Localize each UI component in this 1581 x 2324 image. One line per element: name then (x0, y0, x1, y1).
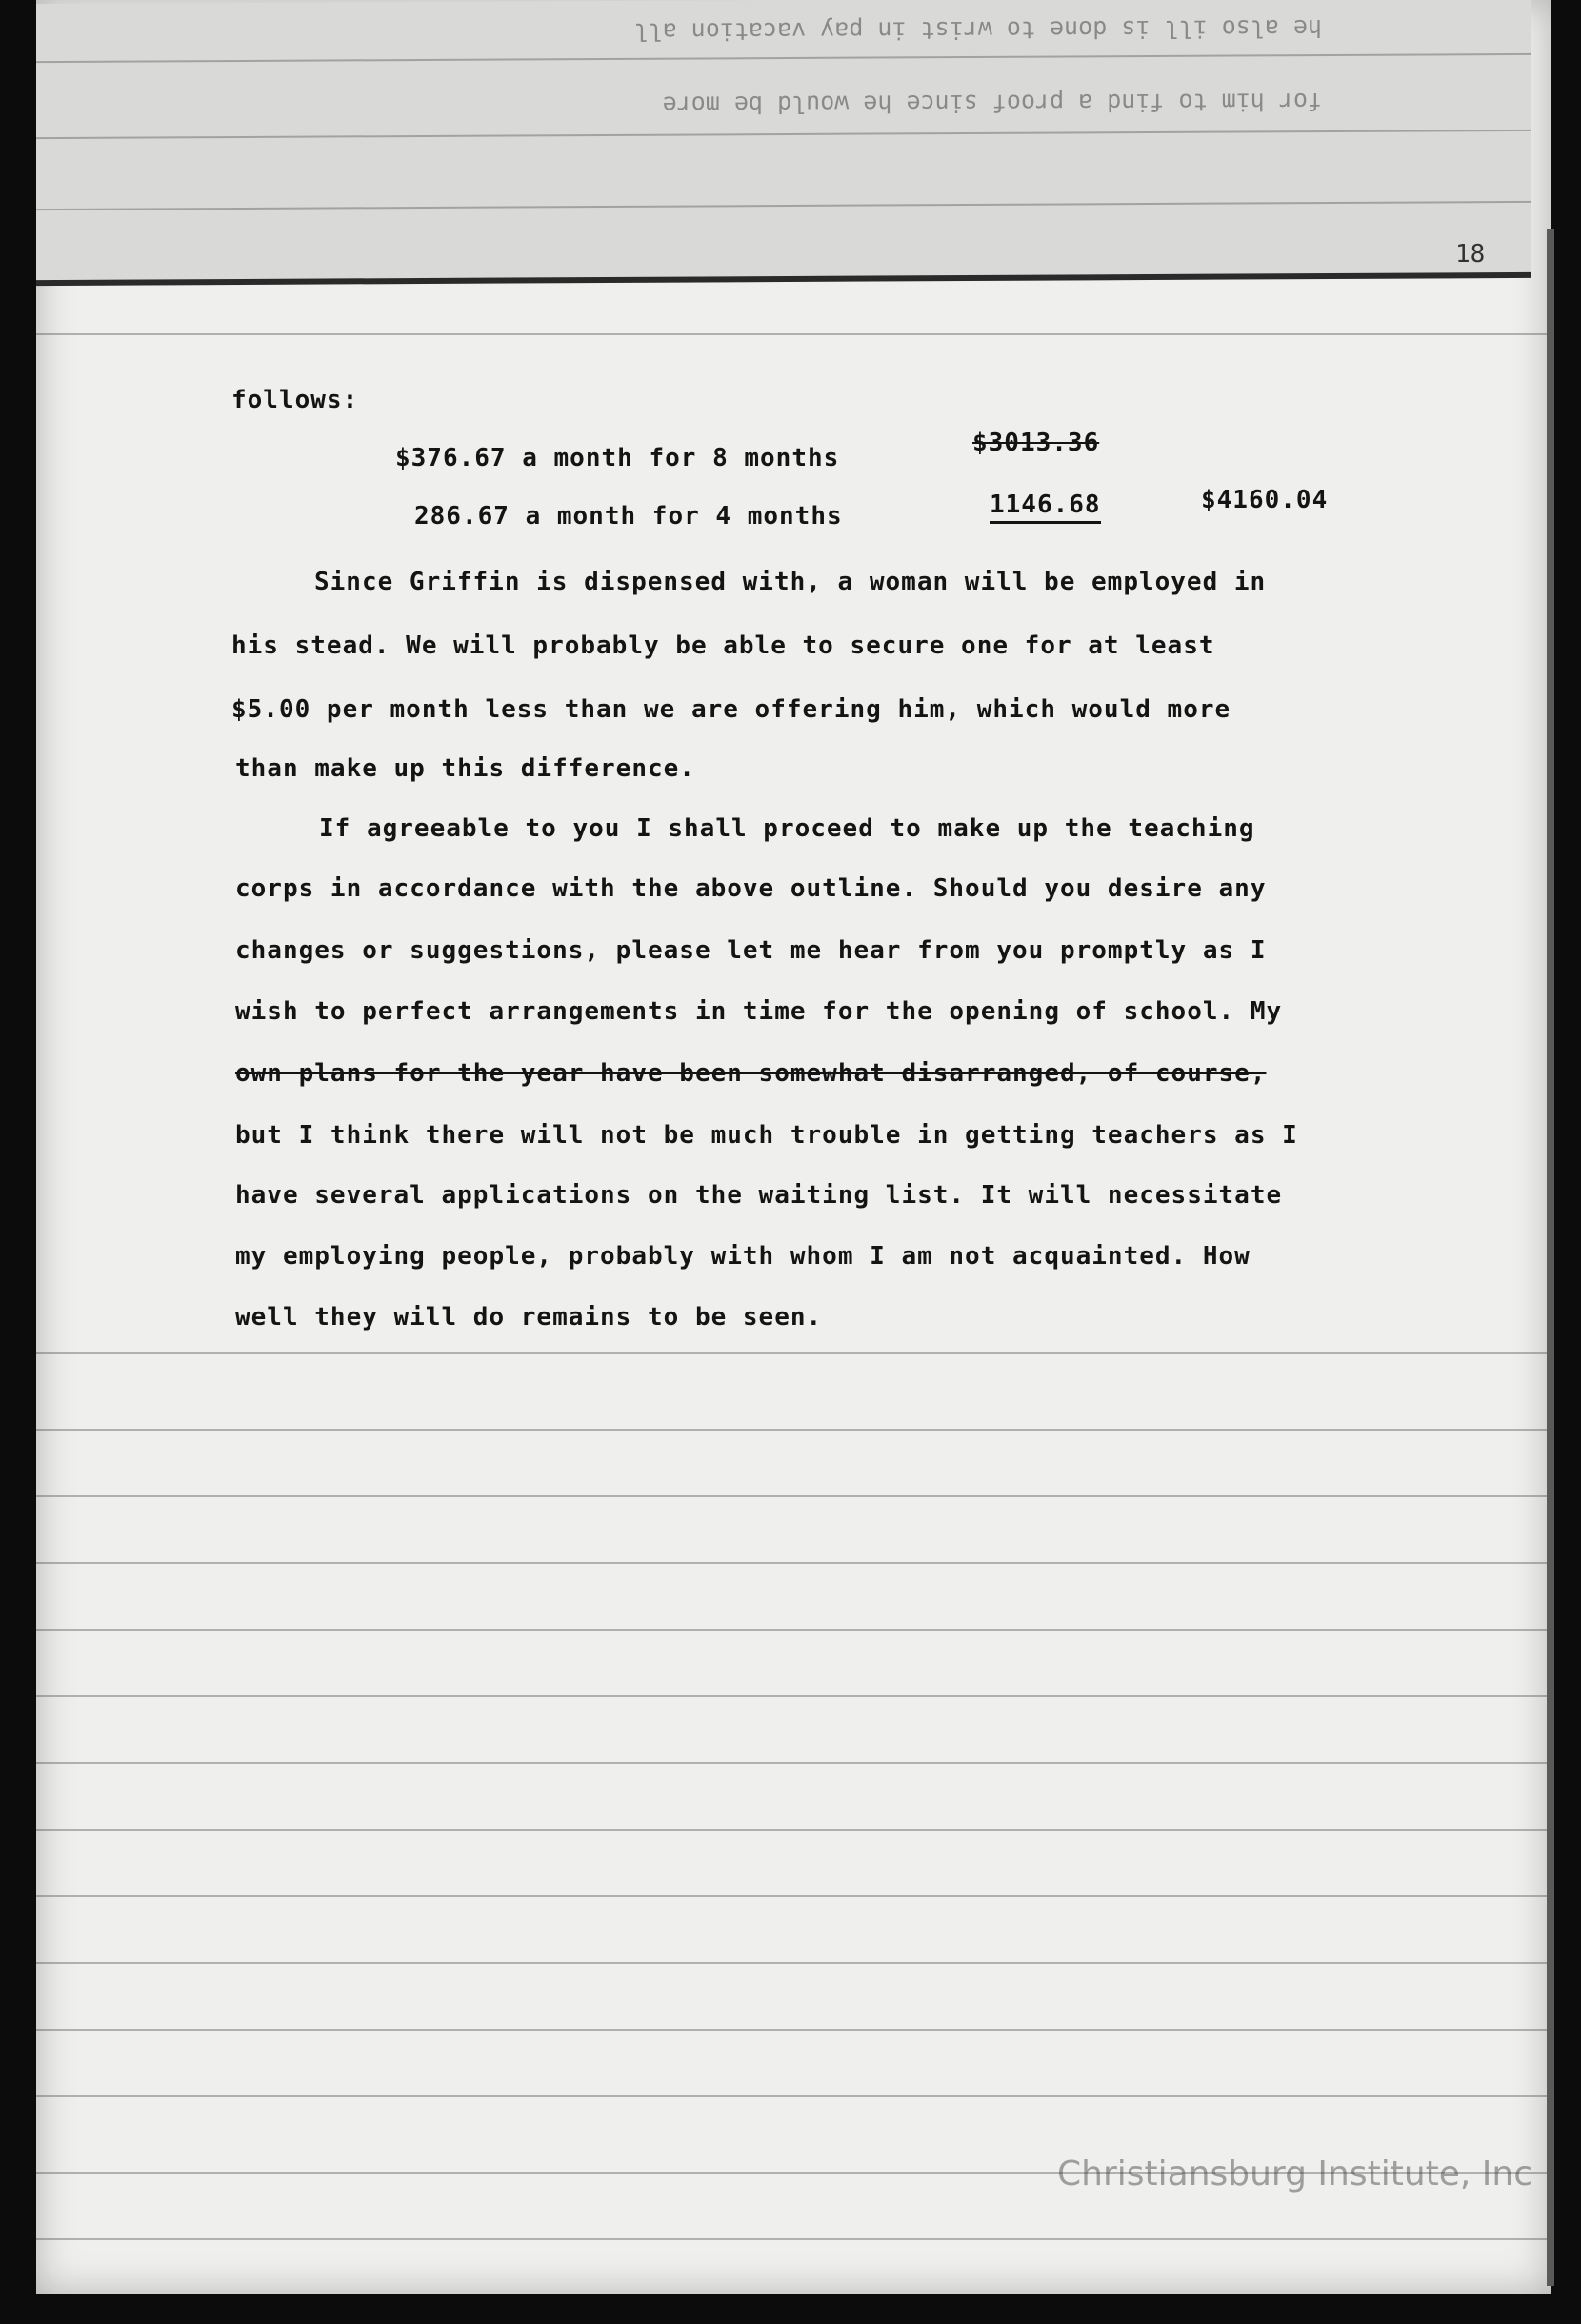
intro-line: follows: (231, 386, 359, 414)
salary-row-amount: 1146.68 (990, 491, 1101, 524)
body-line: than make up this difference. (235, 754, 695, 783)
salary-total: $4160.04 (1201, 486, 1329, 514)
archive-watermark: Christiansburg Institute, Inc (1057, 2154, 1533, 2194)
body-line: wish to perfect arrangements in time for the opening of school. My (235, 997, 1283, 1026)
bleed-through-text: he also ill is done to wrist in pay vacation all (633, 14, 1322, 46)
body-line: corps in accordance with the above outline. Should you desire any (235, 874, 1267, 903)
body-line: well they will do remains to be seen. (235, 1303, 823, 1332)
body-line: $5.00 per month less than we are offering him, which would more (231, 695, 1231, 724)
body-line: his stead. We will probably be able to secure one for at least (231, 631, 1215, 660)
body-line: Since Griffin is dispensed with, a woman will be employed in (314, 568, 1267, 596)
folded-previous-page (36, 0, 1531, 286)
body-line: but I think there will not be much trouble in getting teachers as I (235, 1121, 1298, 1150)
page-edge (1547, 229, 1554, 2286)
body-line: own plans for the year have been somewhat disarranged, of course, (235, 1059, 1267, 1088)
salary-row-amount: $3013.36 (972, 429, 1100, 457)
body-line: my employing people, probably with whom I am not acquainted. How (235, 1242, 1251, 1271)
salary-row-text: $376.67 a month for 8 months (395, 444, 840, 472)
body-line: If agreeable to you I shall proceed to make up the teaching (319, 814, 1255, 843)
salary-row-text: 286.67 a month for 4 months (414, 502, 843, 531)
body-line: have several applications on the waiting list. It will necessitate (235, 1181, 1283, 1210)
document-page (36, 0, 1551, 2294)
bleed-through-text: for him to find a proof since he would be more (662, 88, 1322, 119)
body-line: changes or suggestions, please let me hear from you promptly as I (235, 936, 1267, 965)
page-number: 18 (1455, 240, 1486, 269)
